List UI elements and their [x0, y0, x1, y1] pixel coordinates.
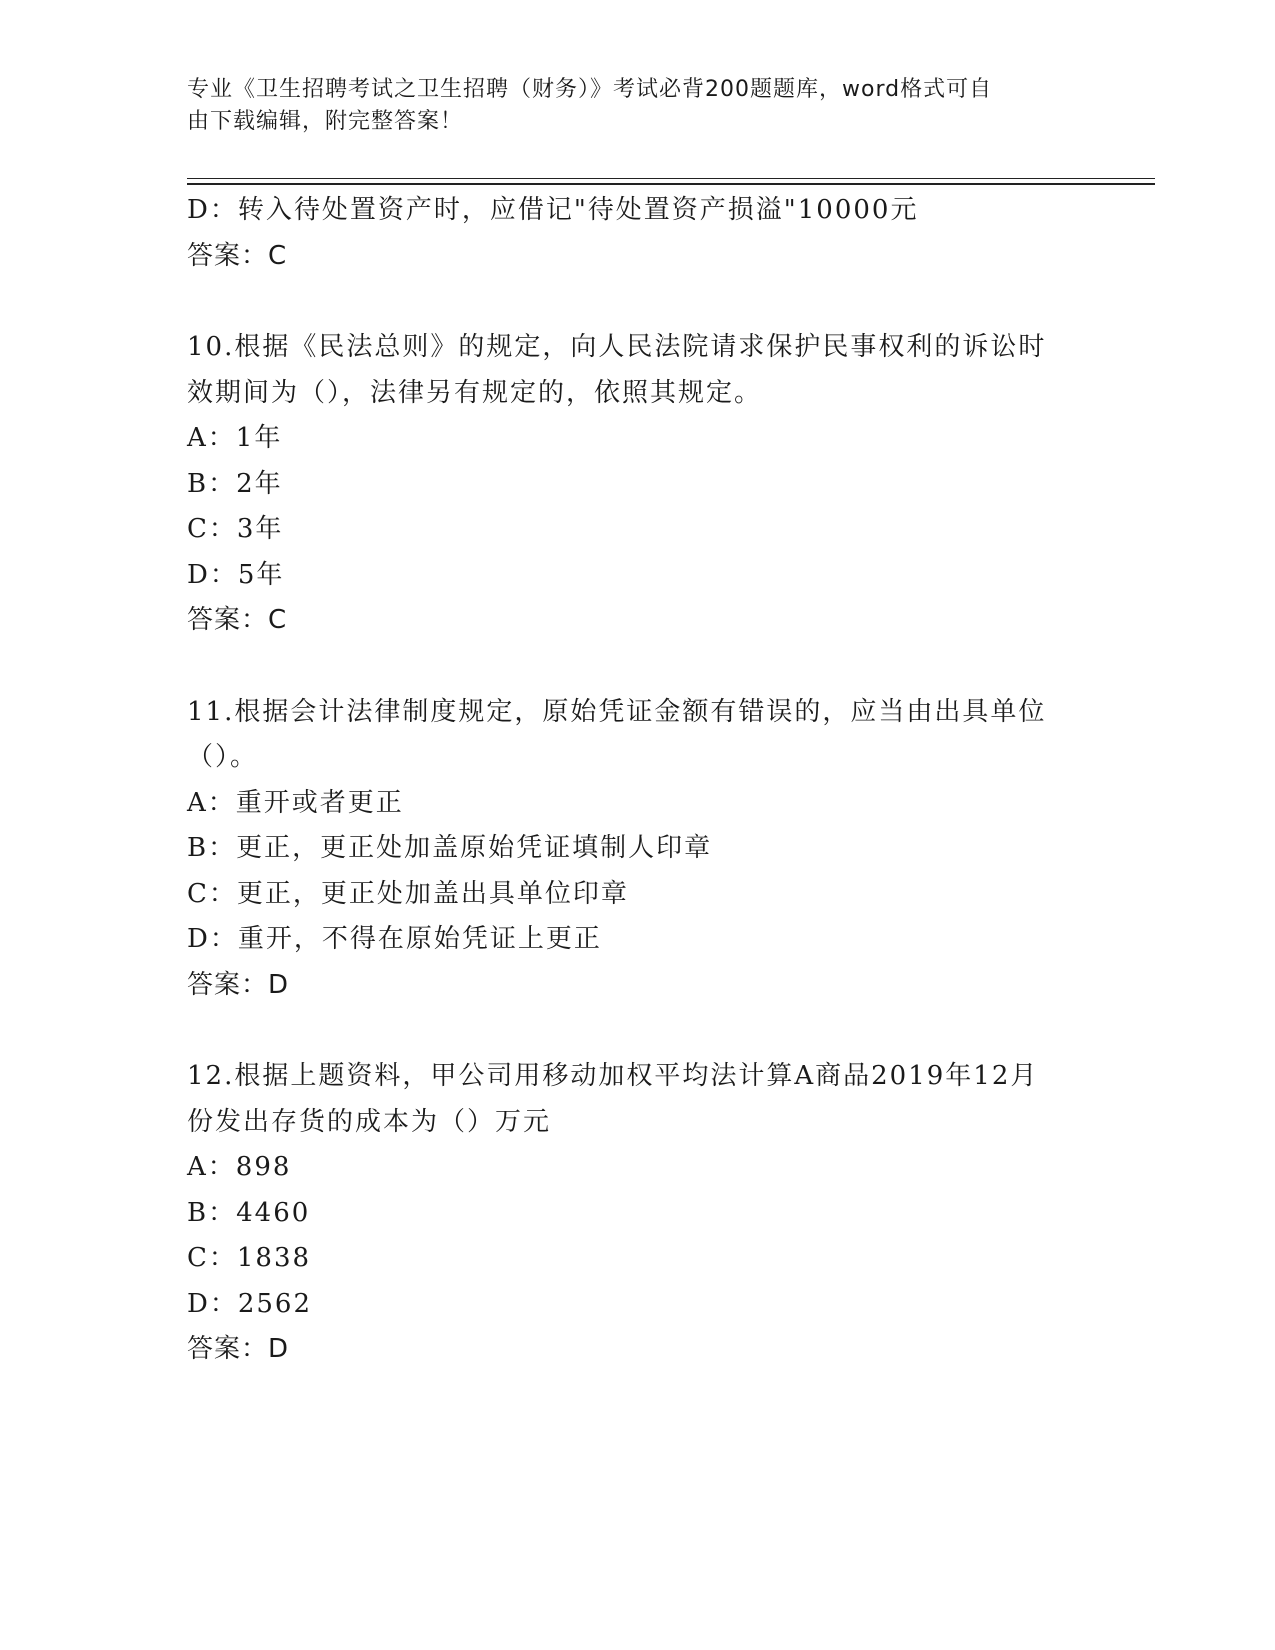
- option-b: B：4460: [187, 1197, 311, 1228]
- question-stem-line-1: 12.根据上题资料，甲公司用移动加权平均法计算A商品2019年12月: [187, 1061, 1039, 1091]
- option-a: A：重开或者更正: [187, 787, 404, 818]
- spacer: [187, 644, 1087, 690]
- option-c: C：更正，更正处加盖出具单位印章: [187, 878, 629, 909]
- question-stem-line-2: 效期间为（），法律另有规定的，依照其规定。: [187, 377, 763, 408]
- answer-line: 答案：D: [187, 1334, 290, 1364]
- spacer: [187, 1008, 1087, 1054]
- answer-line: 答案：C: [187, 240, 288, 271]
- header-line-2: 由下载编辑，附完整答案！: [187, 109, 464, 134]
- document-header: [187, 74, 1067, 138]
- option-d: D：重开，不得在原始凭证上更正: [187, 924, 602, 954]
- header-divider-thin: [187, 178, 1155, 179]
- option-b: B：2年: [187, 468, 283, 499]
- option-a: A：1年: [187, 423, 283, 453]
- option-d: D：转入待处置资产时，应借记"待处置资产损溢"10000元: [187, 195, 919, 225]
- question-stem-line-1: 11.根据会计法律制度规定，原始凭证金额有错误的，应当由出具单位: [187, 696, 1047, 727]
- question-11: [187, 690, 1087, 1009]
- option-c: C：3年: [187, 514, 284, 544]
- answer-line: 答案：C: [187, 605, 288, 635]
- document-body: [187, 188, 1087, 1373]
- question-10: [187, 325, 1087, 644]
- option-b: B：更正，更正处加盖原始凭证填制人印章: [187, 833, 713, 863]
- option-d: D：5年: [187, 559, 285, 590]
- spacer: [187, 279, 1087, 325]
- question-stem-line-1: 10.根据《民法总则》的规定，向人民法院请求保护民事权利的诉讼时: [187, 332, 1047, 362]
- option-c: C：1838: [187, 1243, 312, 1273]
- question-stem-line-2: 份发出存货的成本为（）万元: [187, 1106, 552, 1137]
- answer-line: 答案：D: [187, 969, 290, 1000]
- question-12: [187, 1054, 1087, 1373]
- question-stem-line-2: （）。: [187, 742, 259, 772]
- option-d: D：2562: [187, 1288, 313, 1319]
- carryover-block: [187, 188, 1087, 279]
- header-line-1: 专业《卫生招聘考试之卫生招聘（财务）》考试必背200题题库，word格式可自: [187, 77, 993, 102]
- option-a: A：898: [187, 1152, 292, 1182]
- header-divider-thick: [187, 183, 1155, 185]
